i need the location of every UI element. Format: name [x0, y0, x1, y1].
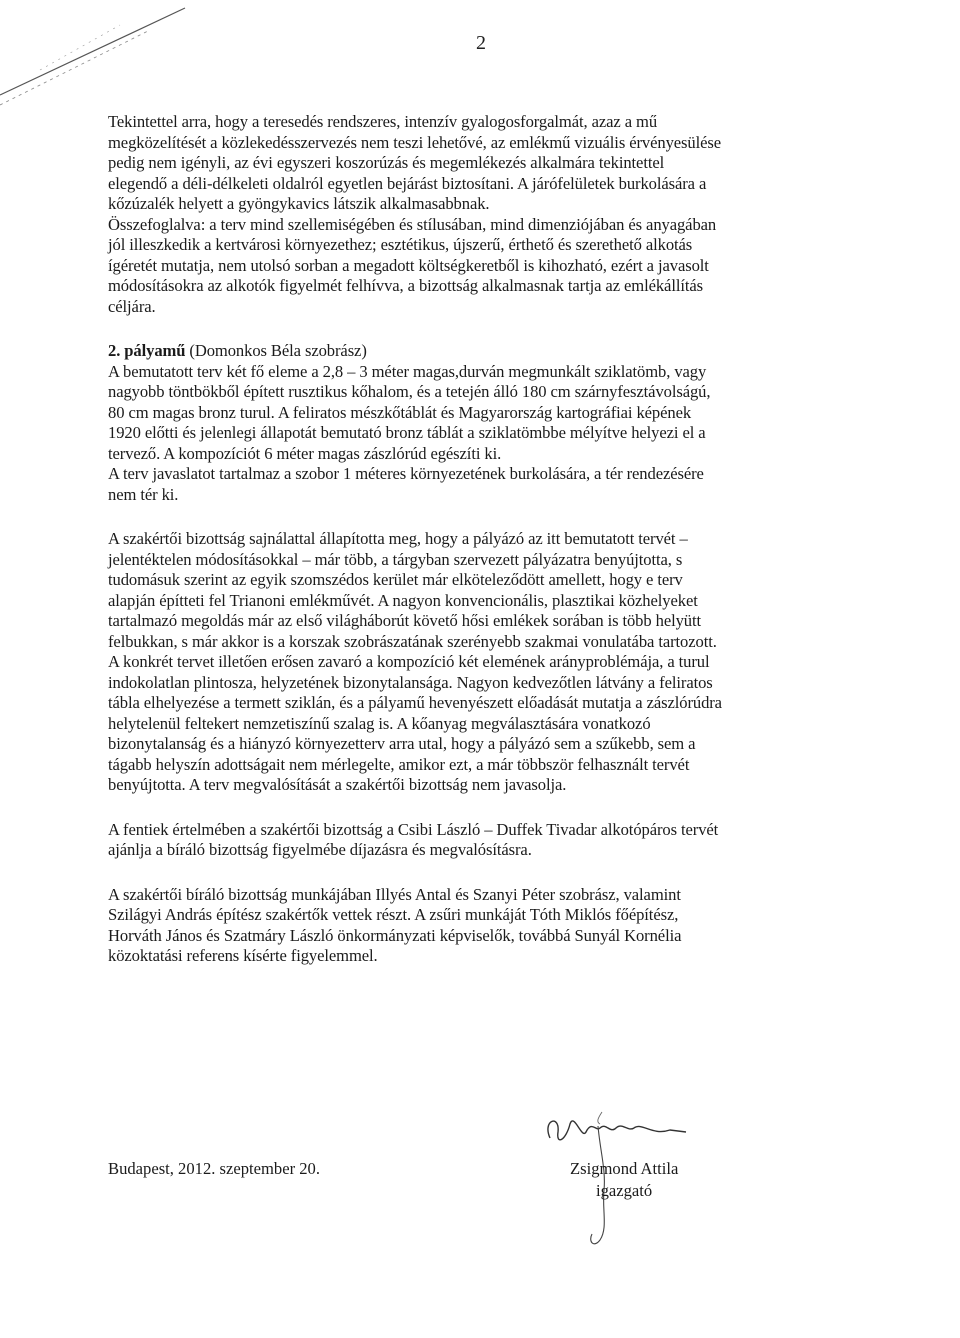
- paragraph-gap: [108, 861, 858, 885]
- text-line: 80 cm magas bronz turul. A feliratos mészkőtáblát és Magyarország kartográfiai képének: [108, 402, 692, 422]
- text-line: A terv javaslatot tartalmaz a szobor 1 méteres környezetének burkolására, a tér rendezésére: [108, 464, 704, 483]
- entry-heading-author: (Domonkos Béla szobrász): [185, 341, 367, 360]
- text-line: ígéretét mutatja, nem utolsó sorban a megadott költségkeretből is kihozható, ezért a javasolt: [108, 255, 709, 275]
- text-line: bizonytalanság és a hiányzó környezetterv arra utal, hogy a pályázó sem a szűkebb, sem a: [108, 734, 696, 753]
- text-line: Horváth János és Szatmáry László önkormányzati képviselők, továbbá Sunyál Kornélia: [108, 925, 682, 945]
- text-line: elegendő a déli-délkeleti oldalról egyetlen bejárást biztosítani. A járófelületek burkolására a: [108, 173, 707, 193]
- signer-title: igazgató: [596, 1181, 653, 1200]
- place-and-date: Budapest, 2012. szeptember 20.: [108, 1159, 320, 1178]
- text-line: 1920 előtti és jelenlegi állapotát bemutató bronz táblát a sziklatömbbe mélyítve helyezi el a: [108, 423, 706, 442]
- text-line: Összefoglalva: a terv mind szellemiségében és stílusában, mind dimenziójában és anyagában: [108, 214, 717, 234]
- text-line: kőzúzalék helyett a gyöngykavics látszik alkalmasabbnak.: [108, 194, 490, 213]
- text-line: alapján építteti fel Trianoni emlékművét. A nagyon konvencionális, plasztikai közhelyeket: [108, 590, 698, 610]
- paragraph: [108, 112, 858, 215]
- signer-name: Zsigmond Attila: [570, 1159, 679, 1178]
- text-line: Tekintettel arra, hogy a teresedés rendszeres, intenzív gyalogosforgalmát, azaz a mű: [108, 112, 658, 131]
- document-body: [108, 112, 858, 967]
- text-line: nagyobb töntbökből épített rusztikus kőhalom, és a tetején álló 180 cm szárnyfesztávolságú,: [108, 382, 711, 401]
- text-line: módosításokra az alkotók figyelmét felhívva, a bizottság alkalmasnak tartja az emlékállítás: [108, 276, 703, 295]
- text-line: céljára.: [108, 296, 156, 316]
- text-line: tábla elhelyezése a termett sziklán, és a pályamű hevenyészett előadását mutatja a zászlórúdra: [108, 693, 722, 712]
- text-line: A konkrét tervet illetően erősen zavaró a kompozíció két elemének arányproblémája, a turul: [108, 652, 710, 671]
- entry-heading-number: 2. pályamű: [108, 341, 186, 360]
- paragraph: [108, 885, 858, 967]
- page-number: 2: [476, 32, 486, 54]
- text-line: indokolatlan plintosza, helyzetének bizonytalansága. Nagyon kedvezőtlen látvány a feliratos: [108, 672, 713, 692]
- text-line: A bemutatott terv két fő eleme a 2,8 – 3 méter magas,durván megmunkált sziklatömb, vagy: [108, 361, 707, 381]
- text-line: tudomásuk szerint az egyik szomszédos kerület már elköteleződött amellett, hogy e terv: [108, 570, 683, 589]
- text-line: A fentiek értelmében a szakértői bizottság a Csibi László – Duffek Tivadar alkotópáros tervét: [108, 819, 719, 839]
- text-line: tágabb helyszín adottságait nem mérlegelte, amikor ezt, a már többször felhasznált tervét: [108, 754, 690, 774]
- text-line: pedig nem igényli, az évi egyszeri koszorúzás és megemlékezés alkalmára tekintettel: [108, 153, 665, 172]
- text-line: A szakértői bizottság sajnálattal állapította meg, hogy a pályázó az itt bemutatott tervét –: [108, 529, 688, 548]
- text-line: nem tér ki.: [108, 484, 179, 504]
- text-line: tartalmazó megoldás már az első világháborút követő hősi emlékek sorában is több helyütt: [108, 611, 702, 630]
- text-line: A szakértői bíráló bizottság munkájában Illyés Antal és Szanyi Péter szobrász, valamint: [108, 884, 681, 904]
- paragraph: [108, 341, 858, 505]
- paragraph-list: [108, 112, 858, 967]
- signature-block: [108, 1158, 858, 1298]
- text-line: ajánlja a bíráló bizottság figyelmébe díjazásra és megvalósításra.: [108, 840, 532, 859]
- text-line: jól illeszkedik a kertvárosi környezethez; esztétikus, újszerű, érthető és szerethető alkotás: [108, 235, 693, 254]
- signer: [570, 1158, 710, 1202]
- paragraph-gap: [108, 796, 858, 820]
- text-line: tervező. A kompozíciót 6 méter magas zászlórúd egészíti ki.: [108, 443, 502, 463]
- text-line: megközelítését a közlekedésszervezés nem teszi lehetővé, az emlékmű vizuális érvényesülése: [108, 132, 721, 152]
- text-line: benyújtotta. A terv megvalósítását a szakértői bizottság nem javasolja.: [108, 775, 567, 794]
- text-line: helytelenül feltekert nemzetiszínű szalag is. A kőanyag megválasztására vonatkozó: [108, 713, 651, 733]
- text-line: felbukkan, s már akkor is a korszak szobrászatának szerényebb szakmai vonulatába tartozott.: [108, 631, 717, 651]
- paragraph: [108, 215, 858, 318]
- paragraph: [108, 529, 858, 796]
- text-line: Szilágyi András építész szakértők vettek részt. A zsűri munkáját Tóth Miklós főépítész,: [108, 905, 679, 924]
- scan-artifact-lines: [0, 0, 200, 110]
- text-line: közoktatási referens kísérte figyelemmel.: [108, 946, 378, 965]
- text-line: jelentéktelen módosításokkal – már több, a tárgyban szervezett pályázatra benyújtotta, s: [108, 549, 683, 569]
- paragraph-gap: [108, 317, 858, 341]
- paragraph-gap: [108, 505, 858, 529]
- entry-heading: [108, 341, 858, 362]
- paragraph: [108, 820, 858, 861]
